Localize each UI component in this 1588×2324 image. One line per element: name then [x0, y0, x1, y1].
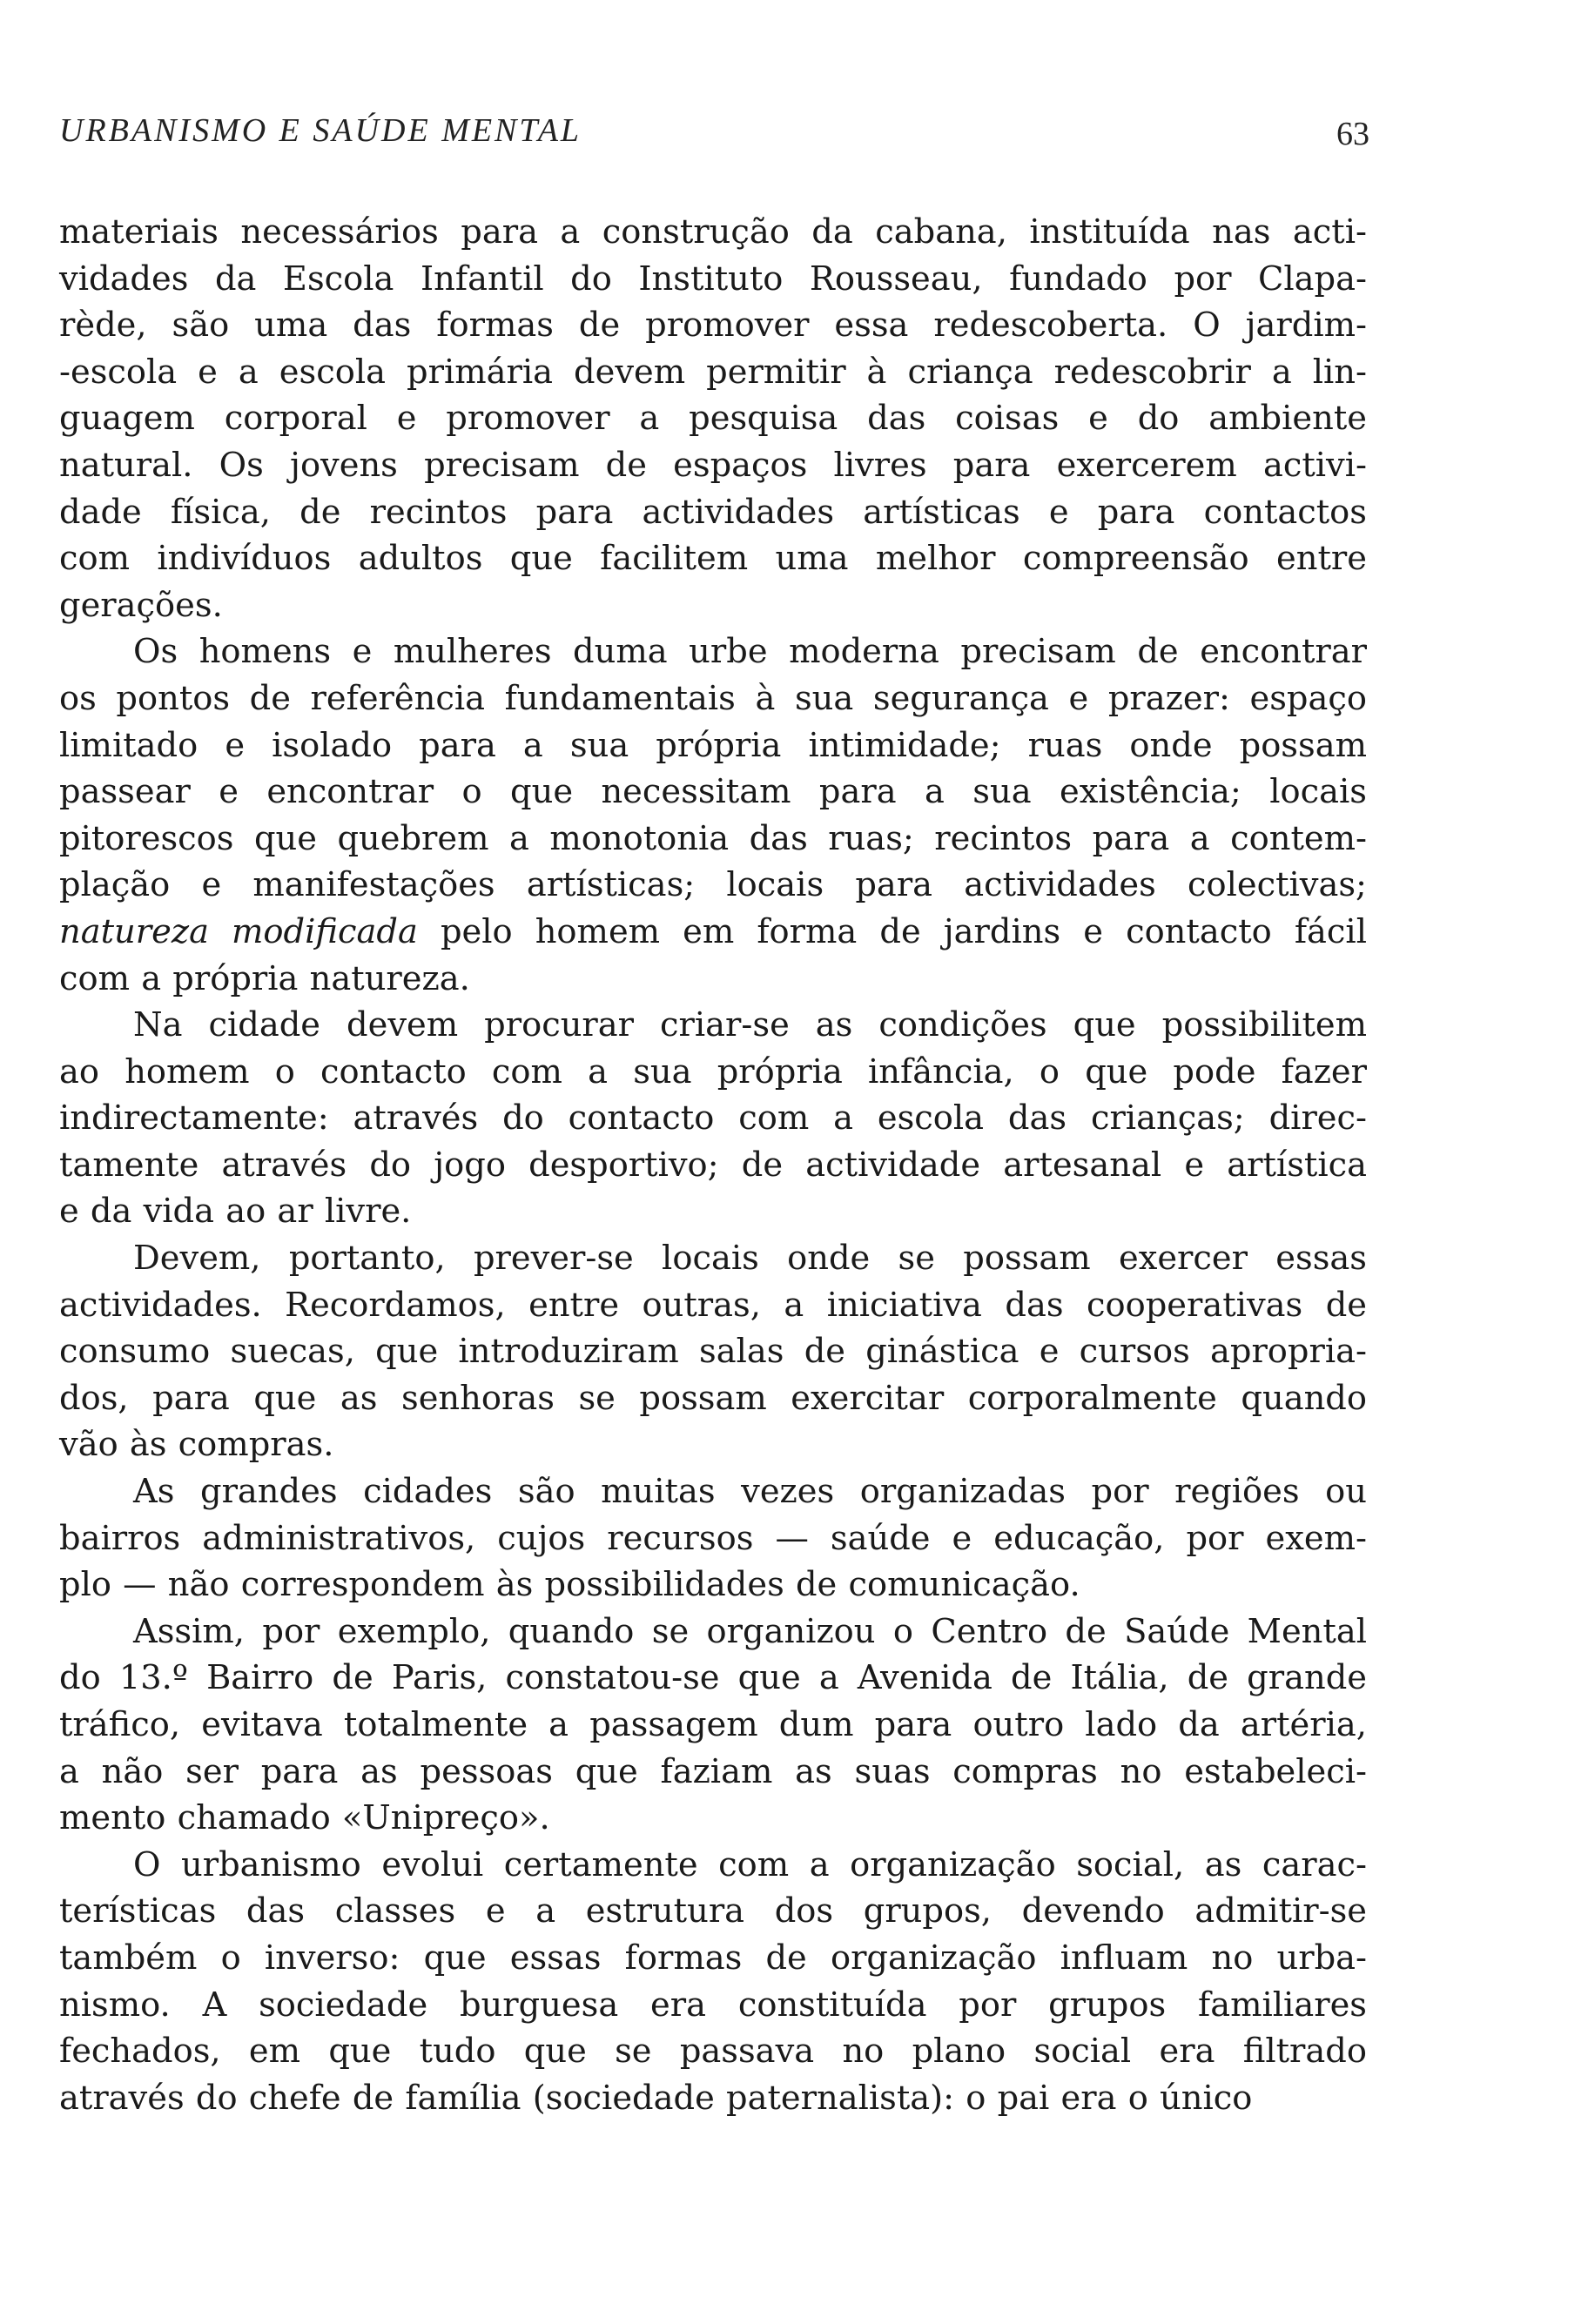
text-line: também o inverso: que essas formas de organização influam no urba- [59, 1938, 1367, 1978]
text-line: mento chamado «Unipreço». [59, 1798, 550, 1838]
text-line: dade física, de recintos para actividades artísticas e para contactos [59, 492, 1367, 532]
text-line: guagem corporal e promover a pesquisa das coisas e do ambiente [59, 399, 1367, 439]
text-line: -escola e a escola primária devem permitir à criança redescobrir a lin- [59, 352, 1367, 392]
text-line: rède, são uma das formas de promover essa redescoberta. O jardim- [59, 306, 1367, 346]
text-line: do 13.º Bairro de Paris, constatou-se que a Avenida de Itália, de grande [59, 1658, 1367, 1698]
text-line: através do chefe de família (sociedade paternalista): o pai era o único [59, 2078, 1253, 2118]
text-line: natureza modificada pelo homem em forma de jardins e contacto fácil [59, 911, 1367, 951]
italic-phrase: natureza modificada [59, 911, 418, 951]
text-line: ao homem o contacto com a sua própria infância, o que pode fazer [59, 1051, 1367, 1091]
text-line: As grandes cidades são muitas vezes organizadas por regiões ou [133, 1472, 1367, 1512]
text-line: e da vida ao ar livre. [59, 1192, 412, 1232]
text-line: plação e manifestações artísticas; locais para actividades colectivas; [59, 865, 1367, 905]
text-line: materiais necessários para a construção da cabana, instituída nas acti- [59, 212, 1367, 252]
text-line: passear e encontrar o que necessitam para a sua existência; locais [59, 772, 1367, 812]
text-line: Assim, por exemplo, quando se organizou o Centro de Saúde Mental [133, 1611, 1367, 1651]
text-line: gerações. [59, 585, 223, 625]
text-line: Devem, portanto, prever-se locais onde se possam exercer essas [133, 1239, 1367, 1279]
text-line: tráfico, evitava totalmente a passagem dum para outro lado da artéria, [59, 1705, 1367, 1744]
paragraph [59, 1468, 1367, 1609]
text-line: O urbanismo evolui certamente com a organização social, as carac- [133, 1844, 1367, 1884]
running-title: URBANISMO E SAÚDE MENTAL [59, 112, 582, 149]
text-line: limitado e isolado para a sua própria intimidade; ruas onde possam [59, 725, 1367, 765]
text-line: com indivíduos adultos que facilitem uma melhor compreensão entre [59, 539, 1367, 579]
text-line: os pontos de referência fundamentais à sua segurança e prazer: espaço [59, 678, 1367, 718]
paragraph [59, 1842, 1367, 2122]
text-line: com a própria natureza. [59, 958, 470, 998]
text-line: indirectamente: através do contacto com a escola das crianças; direc- [59, 1098, 1367, 1138]
running-header [59, 111, 1369, 164]
text-line: tamente através do jogo desportivo; de actividade artesanal e artística [59, 1145, 1367, 1185]
paragraph [59, 628, 1367, 1002]
text-line: Os homens e mulheres duma urbe moderna precisam de encontrar [133, 632, 1367, 672]
paragraph [59, 209, 1367, 628]
text-line: a não ser para as pessoas que faziam as suas compras no estabeleci- [59, 1751, 1367, 1791]
text-line: dos, para que as senhoras se possam exercitar corporalmente quando [59, 1378, 1367, 1418]
text-line: vão às compras. [59, 1425, 334, 1465]
text-line: consumo suecas, que introduziram salas de ginástica e cursos apropria- [59, 1332, 1367, 1372]
text-line: vidades da Escola Infantil do Instituto Rousseau, fundado por Clapa- [59, 259, 1367, 299]
paragraph [59, 1235, 1367, 1468]
paragraph [59, 1609, 1367, 1842]
text-line: nismo. A sociedade burguesa era constituída por grupos familiares [59, 1985, 1367, 2025]
paragraph [59, 1002, 1367, 1235]
text-line: Na cidade devem procurar criar-se as condições que possibilitem [133, 1005, 1367, 1045]
text-line: natural. Os jovens precisam de espaços livres para exercerem activi- [59, 445, 1367, 485]
text-line: bairros administrativos, cujos recursos — saúde e educação, por exem- [59, 1518, 1367, 1558]
body-text [59, 209, 1367, 2121]
text-line: actividades. Recordamos, entre outras, a iniciativa das cooperativas de [59, 1285, 1367, 1325]
text-line: plo — não correspondem às possibilidades de comunicação. [59, 1565, 1080, 1605]
page-number: 63 [1336, 116, 1369, 152]
text-line: fechados, em que tudo que se passava no plano social era filtrado [59, 2032, 1367, 2072]
text-line: terísticas das classes e a estrutura dos grupos, devendo admitir-se [59, 1891, 1367, 1931]
text-line: pitorescos que quebrem a monotonia das ruas; recintos para a contem- [59, 818, 1367, 858]
